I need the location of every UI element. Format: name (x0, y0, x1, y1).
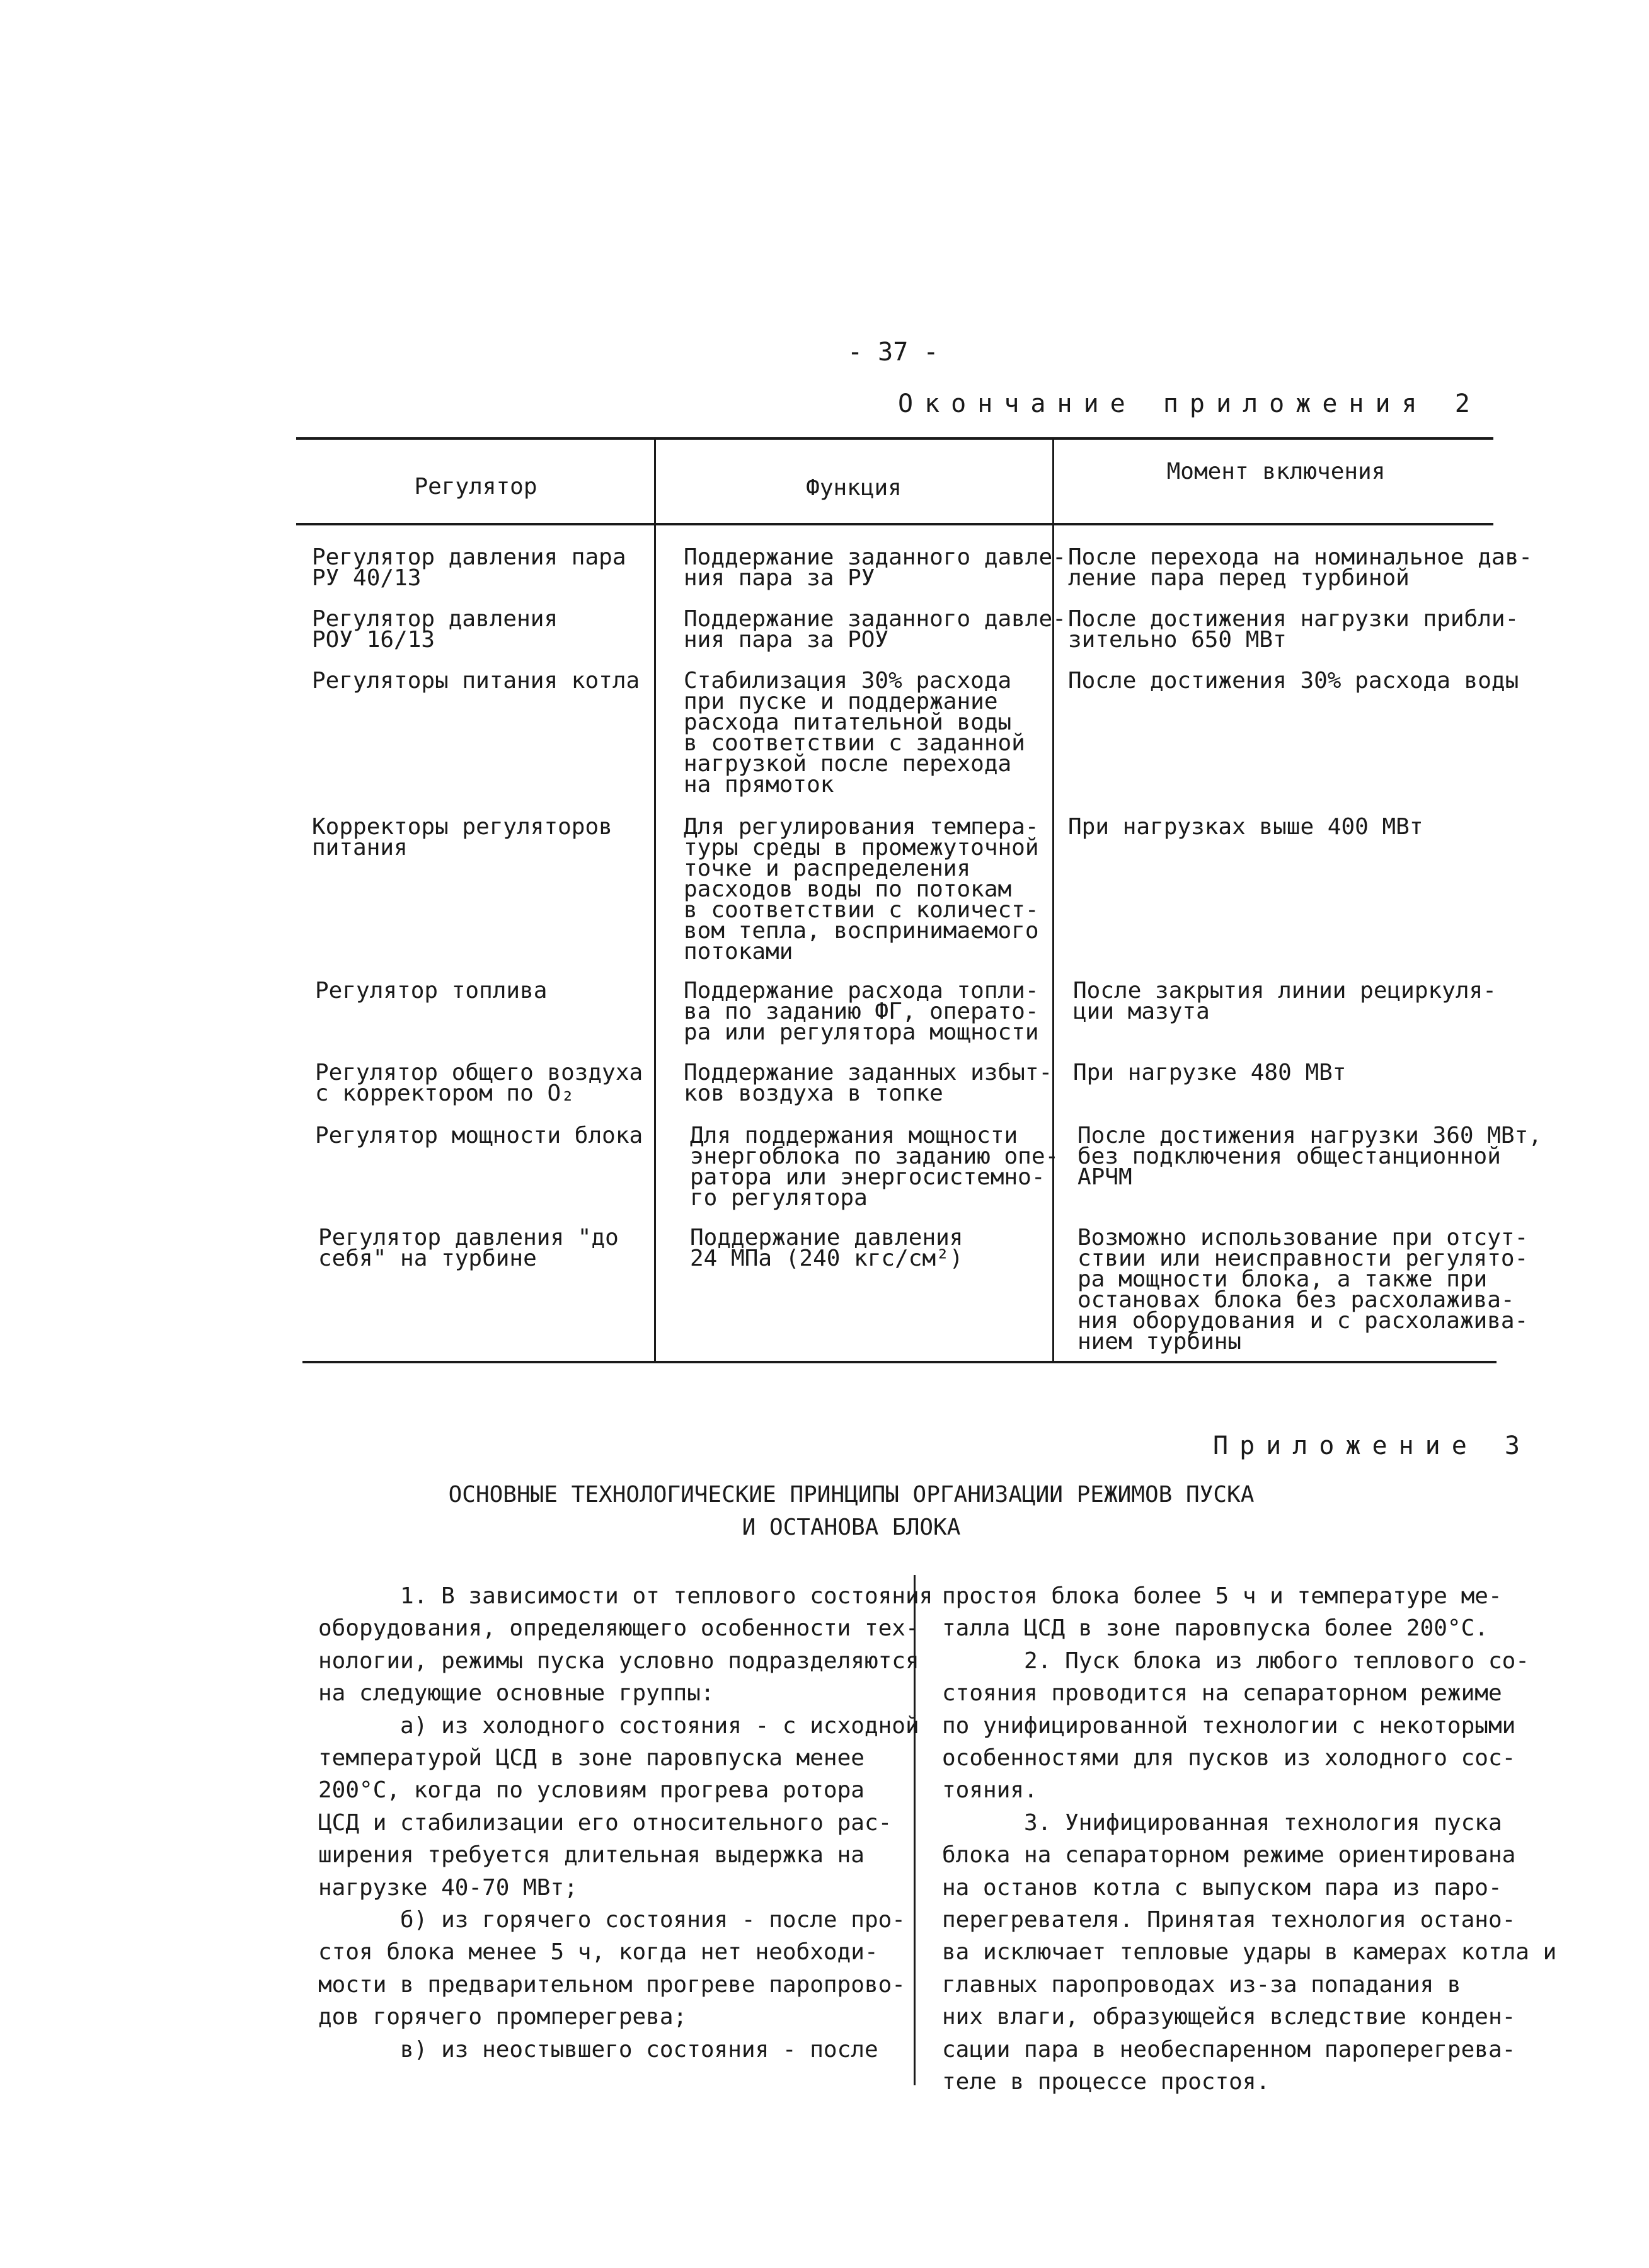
table-cell-function: Для поддержания мощности энергоблока по заданию опе- ратора или энергосистемно- го регулятора (690, 1123, 1059, 1211)
table-cell-function: Для регулирования темпера- туры среды в промежуточной точке и распределения расходов воды по потокам в соответствии с количест- вом тепла, воспринимаемого потоками (684, 814, 1039, 965)
table-cell-function: Поддержание заданных избыт- ков воздуха в топке (684, 1060, 1053, 1106)
table-cell-regulator: Регулятор давления РОУ 16/13 (312, 606, 558, 653)
table-cell-function: Поддержание заданного давле- ния пара за РУ (684, 544, 1066, 591)
table-cell-moment: После закрытия линии рециркуля- ции мазута (1073, 978, 1497, 1024)
table-cell-function: Стабилизация 30% расхода при пуске и поддержание расхода питательной воды в соответствии с заданной нагрузкой после перехода на прямоток (684, 668, 1025, 798)
table-cell-moment: После достижения нагрузки 360 МВт, без подключения общестанционной АРЧМ (1077, 1123, 1542, 1190)
appendix-2-caption: Окончание приложения 2 (898, 389, 1481, 418)
table-cell-moment: Возможно использование при отсут- ствии или неисправности регулято- ра мощности блока, а также при остановах блока без расхолажива- ния оборудования и с расхолажива- нием турбины (1077, 1225, 1529, 1354)
table-cell-function: Поддержание давления 24 МПа (240 кгс/см²) (690, 1225, 963, 1271)
table-cell-moment: При нагрузке 480 МВт (1073, 1060, 1347, 1085)
table-cell-moment: После достижения нагрузки прибли- зительно 650 МВт (1068, 606, 1519, 653)
table-cell-regulator: Регулятор общего воздуха с корректором по O₂ (315, 1060, 643, 1106)
appendix-3-caption: Приложение 3 (1213, 1431, 1531, 1460)
table-cell-function: Поддержание заданного давле- ния пара за РОУ (684, 606, 1066, 653)
section-title-line-1: ОСНОВНЫЕ ТЕХНОЛОГИЧЕСКИЕ ПРИНЦИПЫ ОРГАНИЗАЦИИ РЕЖИМОВ ПУСКА (448, 1482, 1255, 1508)
section-title-line-2: И ОСТАНОВА БЛОКА (742, 1515, 961, 1540)
table-cell-regulator: Регулятор давления пара РУ 40/13 (312, 544, 626, 591)
body-right-column: простоя блока более 5 ч и температуре ме- талла ЦСД в зоне паровпуска более 200°С. 2. Пуск блока из любого теплового со- стояния проводится на сепараторном режиме по унифицированной технологии с некоторыми особенностями для пусков из холодного сос- тояния. 3. Унифицированная технология пуска блока на сепараторном режиме ориентирована на останов котла с выпуском пара из паро- перегревателя. Принятая технология остано- ва исключает тепловые удары в камерах котла и главных паропроводах из-за попадания в них влаги, образующейся вследствие конден- сации пара в необеспаренном пароперегрева- теле в процессе простоя. (942, 1583, 1557, 2095)
table-cell-regulator: Корректоры регуляторов питания (312, 814, 612, 861)
table-header-rule (296, 523, 1493, 525)
header-regulator: Регулятор (414, 474, 537, 500)
table-cell-moment: После достижения 30% расхода воды (1068, 668, 1519, 694)
body-left-column: 1. В зависимости от теплового состояния оборудования, определяющего особенности тех- нологии, режимы пуска условно подразделяются на следующие основные группы: а) из холодного состояния - с исходной температурой ЦСД в зоне паровпуска менее 200°С, когда по условиям прогрева ротора ЦСД и стабилизации его относительного рас- ширения требуется длительная выдержка на нагрузке 40-70 МВт; б) из горячего состояния - после про- стоя блока менее 5 ч, когда нет необходи- мости в предварительном прогреве паропрово- дов горячего промперегрева; в) из неостывшего состояния - после (318, 1583, 933, 2063)
header-moment: Момент включения (1166, 459, 1386, 484)
table-bottom-rule (302, 1361, 1497, 1363)
table-cell-regulator: Регулятор мощности блока (315, 1123, 643, 1148)
header-function: Функция (806, 475, 902, 501)
table-cell-function: Поддержание расхода топли- ва по заданию ФГ, операто- ра или регулятора мощности (684, 978, 1039, 1045)
table-top-rule (296, 437, 1493, 440)
table-cell-regulator: Регулятор топлива (315, 978, 548, 1004)
table-cell-regulator: Регуляторы питания котла (312, 668, 640, 694)
table-cell-moment: После перехода на номинальное дав- ление пара перед турбиной (1068, 544, 1532, 591)
table-cell-regulator: Регулятор давления "до себя" на турбине (318, 1225, 619, 1271)
table-cell-moment: При нагрузках выше 400 МВт (1068, 814, 1423, 840)
regulators-table (293, 435, 1542, 1380)
table-column-divider-1 (654, 437, 656, 1362)
page-number: - 37 - (847, 338, 939, 367)
